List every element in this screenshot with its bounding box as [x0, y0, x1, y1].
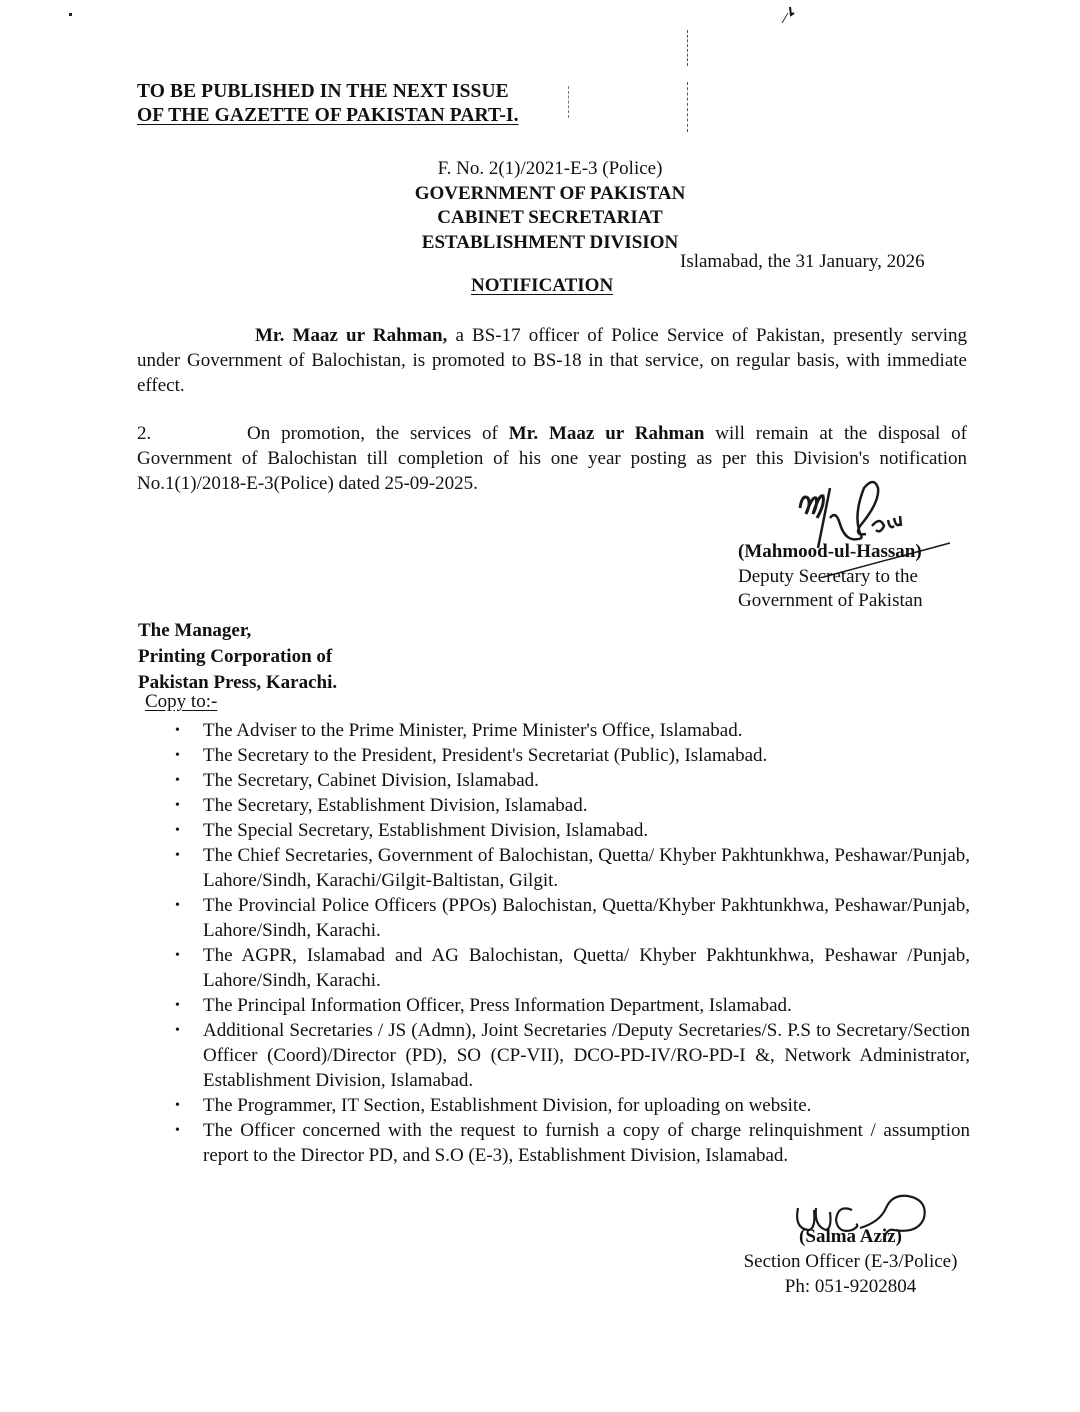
- gazette-publication-header: [137, 80, 519, 128]
- scan-dashed-line: [687, 30, 688, 66]
- list-item-text: The Programmer, IT Section, Establishment Division, for uploading on website.: [203, 1095, 812, 1116]
- copy-to-label: Copy to:-: [145, 691, 218, 712]
- scan-speck: [69, 13, 72, 16]
- addressee-block: [138, 618, 337, 696]
- signatory-1-designation-line-2: Government of Pakistan: [738, 590, 923, 611]
- bullet-icon: •: [175, 823, 180, 838]
- officer-name: Mr. Maaz ur Rahman: [508, 423, 705, 444]
- list-item-text: The Secretary, Cabinet Division, Islamabad.: [203, 770, 539, 791]
- bullet-icon: •: [175, 948, 180, 963]
- list-item-text: Additional Secretaries / JS (Admn), Joint Secretaries /Deputy Secretaries/S. P.S to Secretary/Section Officer (Coord)/Director (PD), SO (CP-VII), DCO-PD-IV/RO-PD-I &, Network Administrator, Establishment Division, Islamabad.: [203, 1020, 970, 1091]
- bullet-icon: •: [175, 748, 180, 763]
- bullet-icon: •: [175, 998, 180, 1013]
- file-number: F. No. 2(1)/2021-E-3 (Police): [437, 158, 663, 179]
- bullet-icon: •: [175, 723, 180, 738]
- list-item-text: The Secretary to the President, President's Secretariat (Public), Islamabad.: [203, 745, 768, 766]
- paragraph-2-text-after: will remain at the disposal of Government of Balochistan till completion of his one year posting as per this Division's notification No.1(1)/2018-E-3(Police) dated 25-09-2025.: [137, 423, 968, 494]
- signatory-2-name: (Salma Aziz): [799, 1226, 902, 1247]
- bullet-icon: •: [175, 1023, 180, 1038]
- list-item-text: The Provincial Police Officers (PPOs) Balochistan, Quetta/Khyber Pakhtunkhwa, Peshawar/Punjab, Lahore/Sindh, Karachi.: [203, 895, 970, 941]
- document-title: NOTIFICATION: [471, 275, 614, 296]
- officer-name: Mr. Maaz ur Rahman,: [255, 325, 448, 346]
- list-item: [175, 1093, 970, 1118]
- bullet-icon: •: [175, 773, 180, 788]
- bullet-icon: •: [175, 848, 180, 863]
- list-item: [175, 718, 970, 743]
- scan-dashed-line: [687, 82, 688, 132]
- list-item-text: The Secretary, Establishment Division, Islamabad.: [203, 795, 588, 816]
- bullet-icon: •: [175, 898, 180, 913]
- paragraph-1: [137, 324, 967, 398]
- secretariat-heading: CABINET SECRETARIAT: [437, 207, 663, 228]
- paragraph-number: 2.: [137, 423, 152, 444]
- list-item-text: The Principal Information Officer, Press Information Department, Islamabad.: [203, 995, 792, 1016]
- list-item: [175, 793, 970, 818]
- dateline: Islamabad, the 31 January, 2026: [680, 251, 925, 272]
- addressee-line-2: Printing Corporation of: [138, 646, 333, 667]
- list-item: [175, 768, 970, 793]
- publish-line-1: TO BE PUBLISHED IN THE NEXT ISSUE: [137, 81, 509, 102]
- list-item: [175, 1118, 970, 1168]
- bullet-icon: •: [175, 1098, 180, 1113]
- issuing-authority-block: [385, 157, 715, 255]
- signatory-1-name: (Mahmood-ul-Hassan): [738, 541, 922, 562]
- signatory-2-designation: Section Officer (E-3/Police): [743, 1250, 958, 1272]
- addressee-line-1: The Manager,: [138, 620, 252, 641]
- division-heading: ESTABLISHMENT DIVISION: [421, 231, 679, 253]
- signatory-2-block: [728, 1225, 973, 1299]
- paragraph-1-text: a BS-17 officer of Police Service of Pakistan, presently serving under Government of Balochistan, is promoted to BS-18 in that service, on regular basis, with immediate effect.: [137, 325, 968, 396]
- copy-to-list: [175, 718, 970, 1168]
- list-item-text: The Special Secretary, Establishment Division, Islamabad.: [203, 820, 649, 841]
- list-item: [175, 818, 970, 843]
- list-item-text: The Chief Secretaries, Government of Balochistan, Quetta/ Khyber Pakhtunkhwa, Peshawar/Punjab, Lahore/Sindh, Karachi/Gilgit-Baltistan, Gilgit.: [203, 845, 970, 891]
- list-item: [175, 893, 970, 943]
- list-item: [175, 843, 970, 893]
- list-item-text: The Officer concerned with the request to furnish a copy of charge relinquishment / assumption report to the Director PD, and S.O (E-3), Establishment Division, Islamabad.: [203, 1120, 970, 1166]
- list-item-text: The Adviser to the Prime Minister, Prime Minister's Office, Islamabad.: [203, 720, 743, 741]
- list-item: [175, 943, 970, 993]
- signatory-2-phone: Ph: 051-9202804: [784, 1275, 917, 1297]
- list-item: [175, 1018, 970, 1093]
- addressee-line-3: Pakistan Press, Karachi.: [138, 672, 338, 693]
- signatory-1-designation-line-1: Deputy Secretary to the: [738, 565, 918, 587]
- publish-line-2: OF THE GAZETTE OF PAKISTAN PART-I.: [137, 105, 519, 126]
- list-item: [175, 743, 970, 768]
- signatory-1-block: [738, 540, 923, 614]
- list-item-text: The AGPR, Islamabad and AG Balochistan, Quetta/ Khyber Pakhtunkhwa, Peshawar /Punjab, Lahore/Sindh, Karachi.: [203, 945, 970, 991]
- list-item: [175, 993, 970, 1018]
- paragraph-2-text-before: On promotion, the services of: [247, 423, 509, 444]
- bullet-icon: •: [175, 798, 180, 813]
- government-heading: GOVERNMENT OF PAKISTAN: [414, 182, 686, 204]
- scan-mark: [780, 5, 800, 25]
- bullet-icon: •: [175, 1123, 180, 1138]
- scan-dashed-line: [568, 86, 569, 118]
